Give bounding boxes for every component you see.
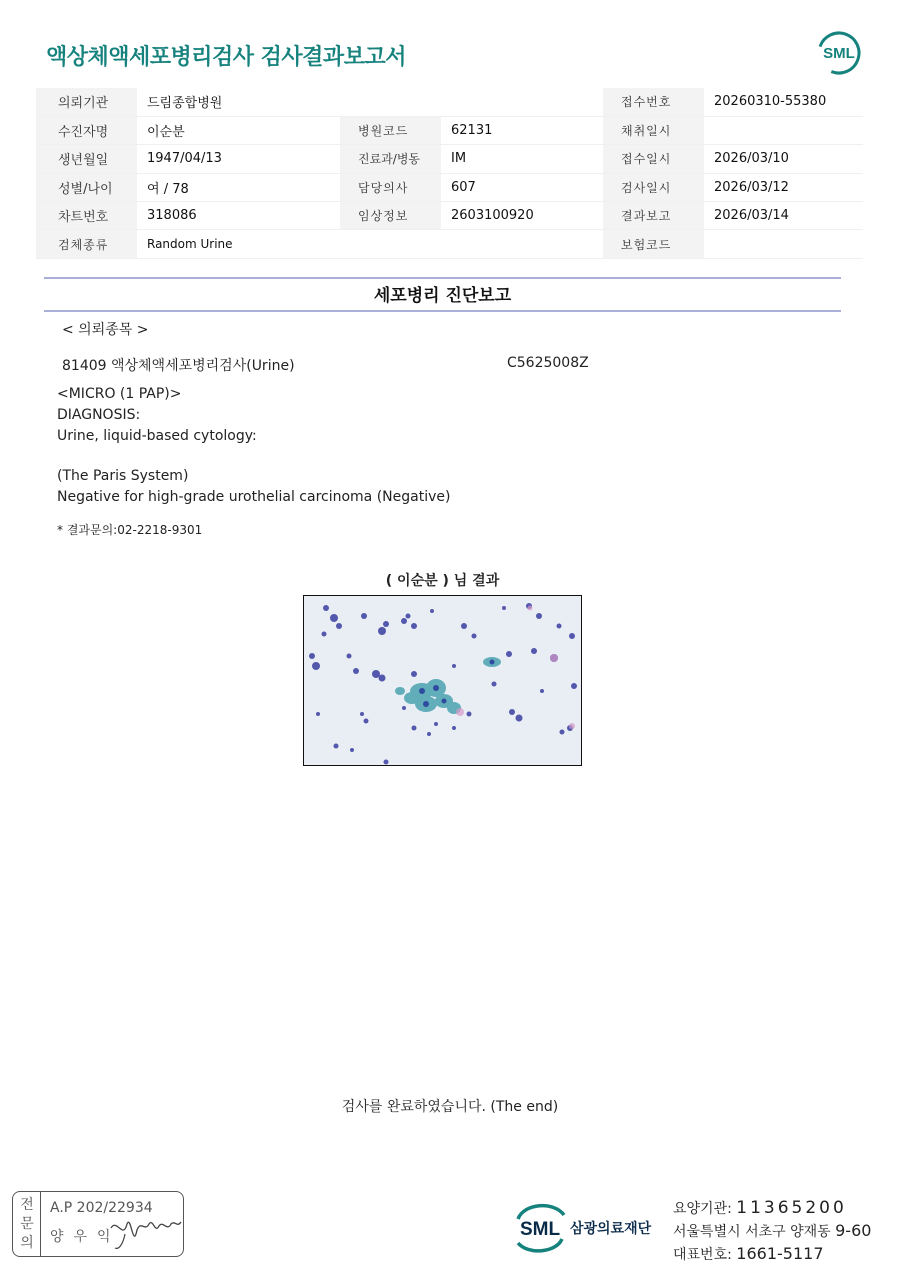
cytology-micrograph <box>303 595 582 766</box>
sml-foundation-logo-text: SML <box>519 1219 561 1240</box>
pathologist-stamp <box>12 1191 184 1257</box>
sml-foundation-logo <box>510 1199 570 1257</box>
diagnosis-result: Negative for high-grade urothelial carcinoma (Negative) <box>57 489 451 505</box>
chart-number-value: 318086 <box>137 202 340 230</box>
sex-age-value: 여 / 78 <box>137 173 340 201</box>
specimen-description: Urine, liquid-based cytology: <box>57 428 257 444</box>
requesting-institution-value: 드림종합병원 <box>137 88 340 116</box>
section-title: 세포병리 진단보고 <box>373 286 512 306</box>
info-row <box>36 88 863 116</box>
patient-info-table <box>36 88 863 259</box>
institution-code-value: 11365200 <box>736 1198 847 1218</box>
order-code: C5625008Z <box>507 355 589 371</box>
hospital-code-label: 병원코드 <box>340 116 441 144</box>
main-phone-label: 대표번호: <box>673 1247 732 1263</box>
clinical-info-value: 2603100920 <box>441 202 603 230</box>
test-date-value: 2026/03/12 <box>704 173 863 201</box>
receipt-number-label: 접수번호 <box>603 88 704 116</box>
info-row <box>36 145 863 173</box>
patient-name-value: 이순분 <box>137 116 340 144</box>
sml-logo-text: SML <box>823 45 855 62</box>
patient-name-label: 수진자명 <box>36 116 137 144</box>
signature-image <box>107 1210 183 1252</box>
main-phone <box>673 1244 824 1264</box>
department-label: 진료과/병동 <box>340 145 441 173</box>
hospital-code-value: 62131 <box>441 116 603 144</box>
receipt-number-value: 20260310-55380 <box>704 88 863 116</box>
collection-date-label: 채취일시 <box>603 116 704 144</box>
info-row <box>36 173 863 201</box>
stamp-license: A.P 202/22934 <box>50 1200 153 1216</box>
order-item: 81409 액상체액세포병리검사(Urine) <box>62 358 295 374</box>
specimen-type-value: Random Urine <box>137 230 340 258</box>
department-value: IM <box>441 145 603 173</box>
diagnosis-label: DIAGNOSIS: <box>57 407 141 423</box>
stamp-doctor-name: 양우익 <box>50 1229 121 1245</box>
address-text: 서울특별시 서초구 양재동 <box>673 1224 831 1240</box>
section-top-rule <box>44 277 841 279</box>
address-number: 9-60 <box>835 1221 872 1240</box>
insurance-code-value <box>704 230 863 258</box>
collection-date-value <box>704 116 863 144</box>
report-title: 액상체액세포병리검사 검사결과보고서 <box>46 45 406 70</box>
birth-date-label: 생년월일 <box>36 145 137 173</box>
info-row <box>36 202 863 230</box>
section-bottom-rule <box>44 310 841 312</box>
insurance-code-label: 보험코드 <box>603 230 704 258</box>
reporting-system: (The Paris System) <box>57 468 189 484</box>
organization-name: 삼광의료재단 <box>570 1221 652 1237</box>
report-date-label: 결과보고 <box>603 202 704 230</box>
cytology-image <box>304 596 582 766</box>
order-header: < 의뢰종목 > <box>62 322 149 338</box>
sml-logo <box>816 30 862 76</box>
info-row <box>36 230 863 258</box>
requesting-institution-label: 의뢰기관 <box>36 88 137 116</box>
institution-code-label: 요양기관: <box>673 1201 732 1217</box>
birth-date-value: 1947/04/13 <box>137 145 340 173</box>
receipt-date-label: 접수일시 <box>603 145 704 173</box>
inquiry-phone: * 결과문의:02-2218-9301 <box>57 523 203 537</box>
address <box>673 1221 871 1241</box>
end-of-report: 검사를 완료하였습니다. (The end) <box>341 1099 559 1115</box>
clinical-info-label: 임상정보 <box>340 202 441 230</box>
receipt-date-value: 2026/03/10 <box>704 145 863 173</box>
specimen-type-label: 검체종류 <box>36 230 137 258</box>
physician-label: 담당의사 <box>340 173 441 201</box>
info-row <box>36 116 863 144</box>
main-phone-value: 1661-5117 <box>736 1244 824 1263</box>
image-caption: ( 이순분 ) 님 결과 <box>385 573 500 589</box>
sex-age-label: 성별/나이 <box>36 173 137 201</box>
report-date-value: 2026/03/14 <box>704 202 863 230</box>
physician-value: 607 <box>441 173 603 201</box>
micro-header: <MICRO (1 PAP)> <box>57 386 182 402</box>
chart-number-label: 차트번호 <box>36 202 137 230</box>
institution-code <box>673 1198 847 1218</box>
stamp-side-text: 전문의 <box>20 1197 34 1251</box>
test-date-label: 검사일시 <box>603 173 704 201</box>
